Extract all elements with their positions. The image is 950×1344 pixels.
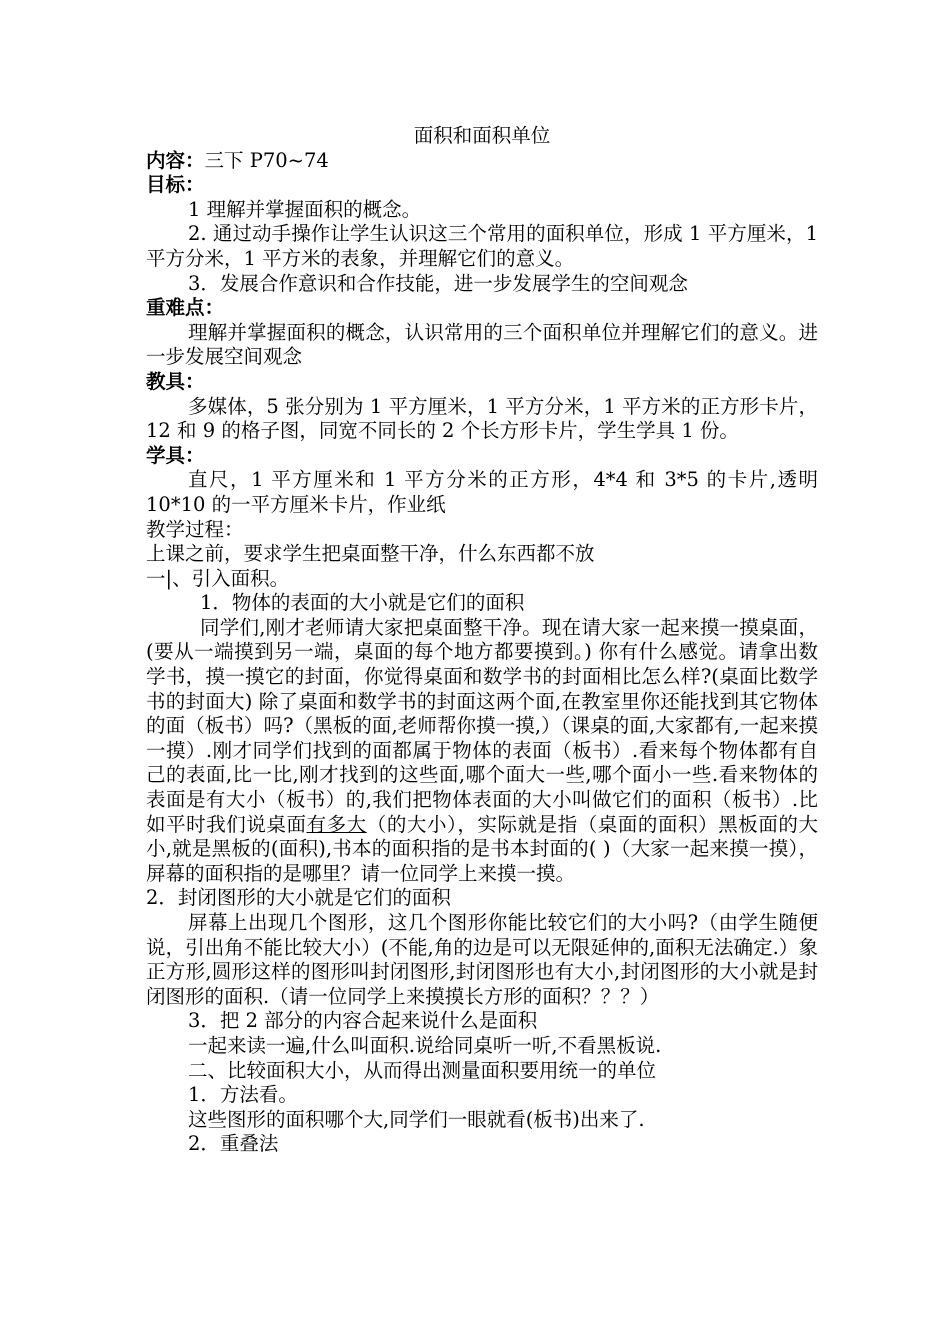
key-points-text: 理解并掌握面积的概念，认识常用的三个面积单位并理解它们的意义。进一步发展空间观念 [146, 320, 818, 369]
section-1-heading: 一|、引入面积。 [146, 566, 290, 590]
paragraph-1-part-b: （的大小），实际就是指（桌面的面积）黑板面的大小,就是黑板的(面积),书本的面积指的是书本封面的( )（大家一起来摸一摸），屏幕的面积指的是哪里？请一位同学上来摸一摸。 [146, 812, 818, 885]
teaching-aids-label: 教具： [146, 369, 205, 393]
content-value: 三下 P70~74 [204, 148, 329, 172]
section-1-paragraph-2: 屏幕上出现几个图形，这几个图形你能比较它们的大小吗?（由学生随便说，引出角不能比较大小）(不能,角的边是可以无限延伸的,面积无法确定.）象正方形,圆形这样的图形叫封闭图形,封闭图形也有大小,封闭图形的大小就是封闭图形的面积.（请一位同学上来摸摸长方形的面积？？？） [146, 911, 818, 1008]
document-page [146, 124, 818, 1157]
student-aids-text: 直尺，1 平方厘米和 1 平方分米的正方形，4*4 和 3*5 的卡片,透明 10*10 的一平方厘米卡片，作业纸 [146, 468, 818, 516]
process-intro: 上课之前，要求学生把桌面整干净，什么东西都不放 [146, 542, 595, 566]
student-aids-label: 学具： [146, 443, 205, 467]
goals-label: 目标： [146, 173, 205, 197]
process-label: 教学过程： [146, 517, 244, 541]
section-1-item-1: 1．物体的表面的大小就是它们的面积 [200, 591, 525, 615]
goal-item-3: 3．发展合作意识和合作技能，进一步发展学生的空间观念 [188, 271, 688, 295]
paragraph-1-underlined: 有多大 [306, 812, 367, 836]
section-1-item-3-text: 一起来读一遍,什么叫面积.说给同桌听一听,不看黑板说. [188, 1033, 662, 1057]
section-1-item-2: 2．封闭图形的大小就是它们的面积 [146, 886, 451, 910]
content-label: 内容： [146, 148, 205, 172]
paragraph-1-part-a: 同学们,刚才老师请大家把桌面整干净。现在请大家一起来摸一摸桌面，(要从一端摸到另一端，桌面的每个地方都要摸到。) 你有什么感觉。请拿出数学书，摸一摸它的封面，你觉得桌面和数学书的封面相比怎么样?(桌面比数学书的封面大) 除了桌面和数学书的封面这两个面,在教室里你还能找到其它物体的面（板书）吗?（黑板的面,老师帮你摸一摸,）（课桌的面,大家都有,一起来摸一摸）.刚才同学们找到的面都属于物体的表面（板书）.看来每个物体都有自己的表面,比一比,刚才找到的这些面,哪个面大一些,哪个面小一些.看来物体的表面是有大小（板书）的,我们把物体表面的大小叫做它们的面积（板书）.比如平时我们说桌面 [146, 615, 818, 836]
document-title: 面积和面积单位 [413, 124, 551, 147]
goal-item-2: 2. 通过动手操作让学生认识这三个常用的面积单位，形成 1 平方厘米，1 平方分米，1 平方米的表象，并理解它们的意义。 [146, 222, 818, 270]
section-1-item-3: 3．把 2 部分的内容合起来说什么是面积 [188, 1009, 538, 1033]
section-2-heading: 二、比较面积大小，从而得出测量面积要用统一的单位 [188, 1058, 657, 1082]
key-points-label: 重难点： [146, 296, 225, 320]
section-2-item-2: 2．重叠法 [188, 1132, 279, 1156]
section-2-item-1: 1．方法看。 [188, 1083, 298, 1107]
section-1-paragraph-1 [146, 616, 818, 887]
teaching-aids-text: 多媒体，5 张分别为 1 平方厘米，1 平方分米，1 平方米的正方形卡片，12 和 9 的格子图，同宽不同长的 2 个长方形卡片，学生学具 1 份。 [146, 394, 818, 443]
section-2-item-1-text: 这些图形的面积哪个大,同学们一眼就看(板书)出来了. [188, 1107, 645, 1131]
content-row [146, 149, 818, 174]
goal-item-1: 1 理解并掌握面积的概念。 [188, 197, 422, 221]
